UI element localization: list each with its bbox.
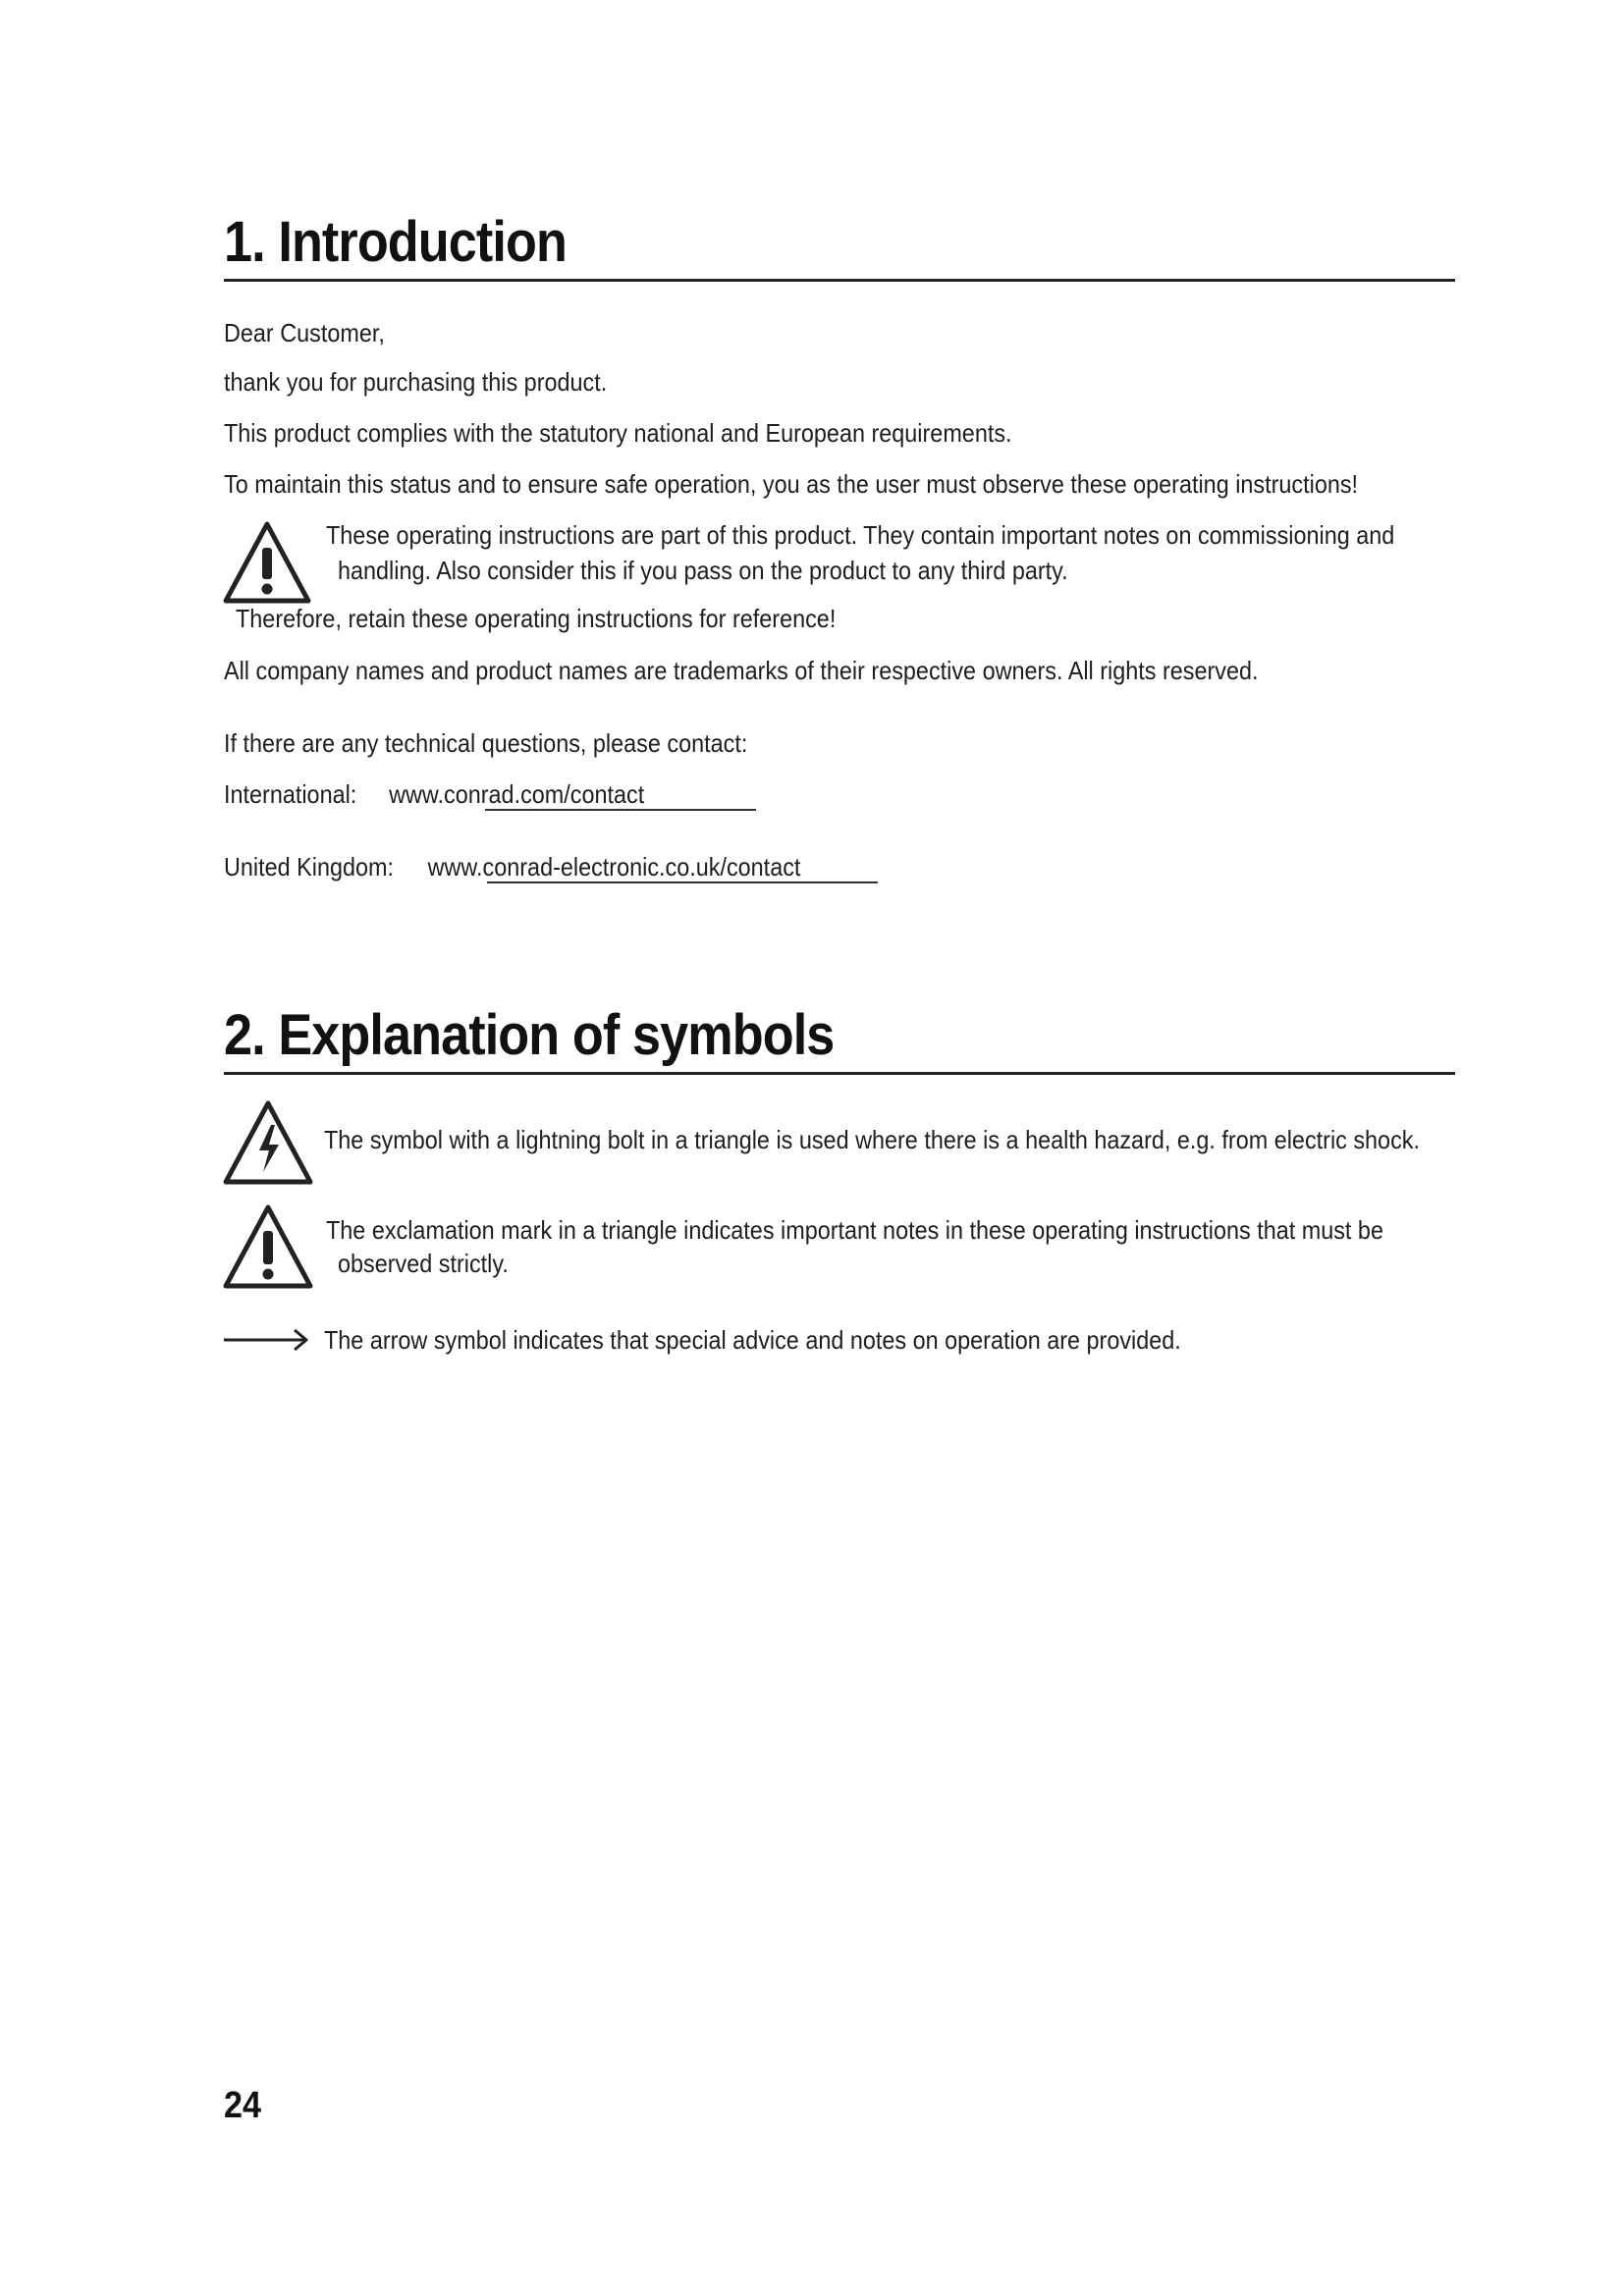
contact-uk-label: United Kingdom: [224, 852, 395, 881]
retain-text: Therefore, retain these operating instructions for reference! [236, 604, 837, 633]
exclamation-symbol-text-line-1: The exclamation mark in a triangle indicates important notes in these operating instructions that must be [326, 1215, 1383, 1245]
exclamation-triangle-icon [222, 1201, 314, 1292]
section-2-rule [224, 1072, 1455, 1075]
warning-text-line-2: handling. Also consider this if you pass on the product to any third party. [338, 556, 1068, 585]
warning-text-line-1: These operating instructions are part of this product. They contain important notes on commissioning and [326, 520, 1395, 550]
lightning-triangle-icon [222, 1097, 314, 1188]
section-1-rule [224, 279, 1455, 282]
exclamation-symbol-text-line-2: observed strictly. [338, 1249, 509, 1278]
arrow-right-icon [222, 1325, 310, 1355]
contact-uk-underline [487, 881, 878, 883]
lightning-symbol-text: The symbol with a lightning bolt in a triangle is used where there is a health hazard, e.g. from electric shock. [324, 1125, 1420, 1154]
section-2-heading: 2. Explanation of symbols [224, 1003, 835, 1067]
page-number: 24 [224, 2085, 262, 2126]
section-1-heading: 1. Introduction [224, 210, 567, 274]
thanks-text: thank you for purchasing this product. [224, 367, 608, 397]
questions-text: If there are any technical questions, please contact: [224, 728, 748, 758]
contact-international [224, 777, 644, 811]
arrow-symbol-text: The arrow symbol indicates that special advice and notes on operation are provided. [324, 1325, 1181, 1355]
trademarks-text: All company names and product names are trademarks of their respective owners. All rights reserved. [224, 656, 1259, 685]
observe-text: To maintain this status and to ensure safe operation, you as the user must observe these operating instructions! [224, 469, 1359, 499]
contact-uk-link[interactable]: www.conrad-electronic.co.uk/contact [427, 852, 801, 881]
greeting-text: Dear Customer, [224, 318, 385, 347]
compliance-text: This product complies with the statutory national and European requirements. [224, 418, 1012, 448]
contact-international-link[interactable]: www.conrad.com/contact [389, 779, 645, 809]
contact-uk [224, 850, 800, 883]
contact-international-underline [485, 809, 756, 811]
exclamation-triangle-icon [222, 518, 312, 607]
contact-international-label: International: [224, 779, 357, 809]
